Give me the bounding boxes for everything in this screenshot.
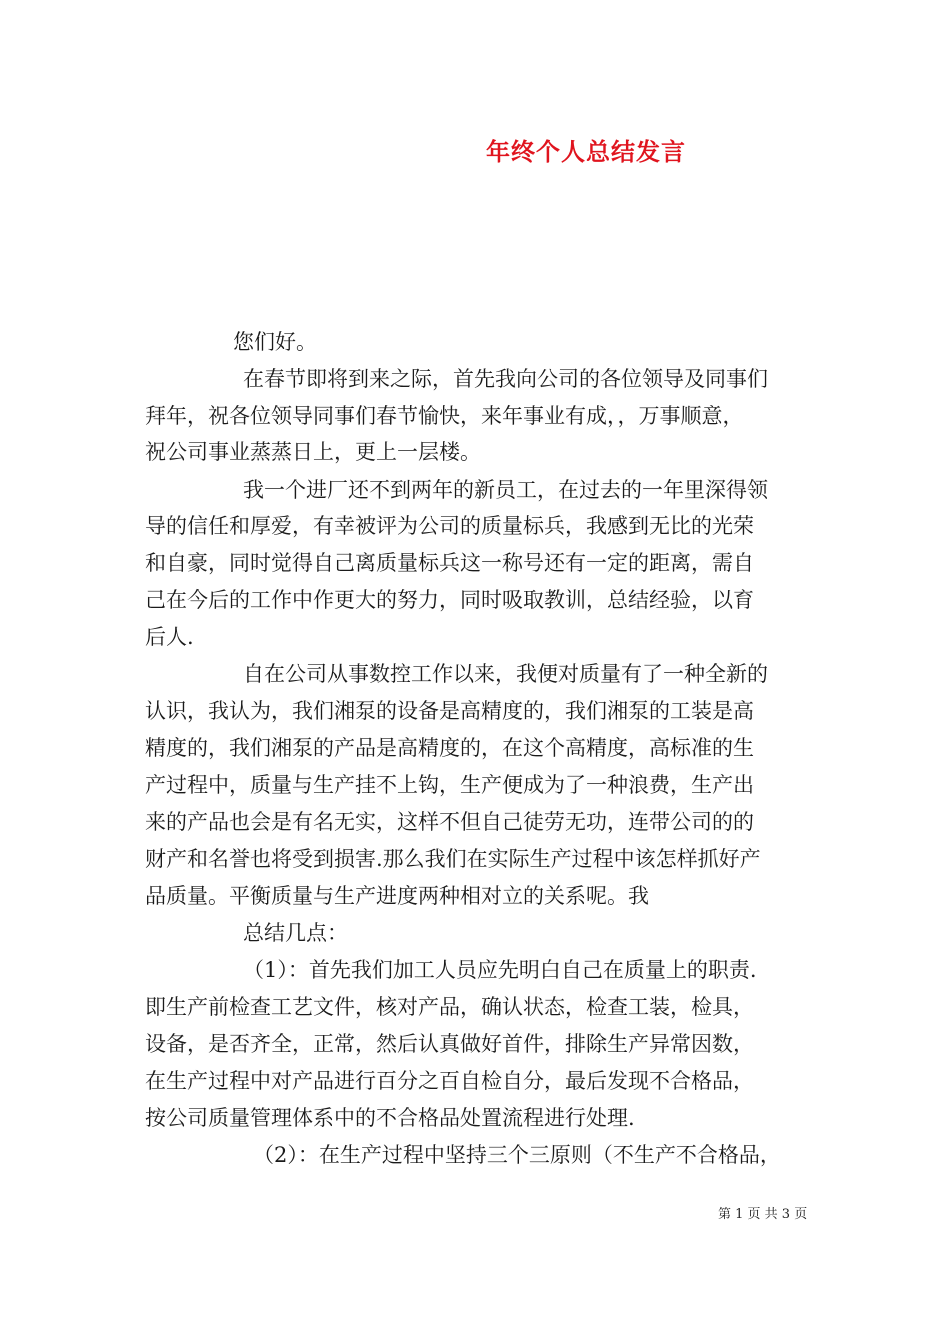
greeting-line: 您们好。 <box>233 330 317 354</box>
paragraph-1-line-1: 在春节即将到来之际，首先我向公司的各位领导及同事们 <box>243 367 768 391</box>
point-1-line-1: （1）：首先我们加工人员应先明白自己在质量上的职责. <box>243 958 757 982</box>
summary-heading: 总结几点： <box>243 921 348 945</box>
paragraph-3-line-6: 财产和名誉也将受到损害.那么我们在实际生产过程中该怎样抓好产 <box>145 847 761 871</box>
point-1-line-4: 在生产过程中对产品进行百分之百自检自分，最后发现不合格品， <box>145 1069 754 1093</box>
paragraph-3-line-4: 产过程中，质量与生产挂不上钩，生产便成为了一种浪费，生产出 <box>145 773 754 797</box>
paragraph-2-line-1: 我一个进厂还不到两年的新员工，在过去的一年里深得领 <box>243 478 768 502</box>
point-1-line-2: 即生产前检查工艺文件，核对产品，确认状态，检查工装，检具， <box>145 995 754 1019</box>
document-title: 年终个人总结发言 <box>486 137 686 166</box>
paragraph-3-line-3: 精度的，我们湘泵的产品是高精度的，在这个高精度，高标准的生 <box>145 736 754 760</box>
paragraph-2-line-5: 后人. <box>145 625 194 649</box>
point-1-line-5: 按公司质量管理体系中的不合格品处置流程进行处理. <box>145 1106 635 1130</box>
paragraph-1-line-2: 拜年，祝各位领导同事们春节愉快，来年事业有成，，万事顺意， <box>145 404 744 428</box>
point-1-line-3: 设备，是否齐全，正常，然后认真做好首件，排除生产异常因数， <box>145 1032 754 1056</box>
paragraph-2-line-4: 己在今后的工作中作更大的努力，同时吸取教训，总结经验，以育 <box>145 588 754 612</box>
paragraph-2-line-2: 导的信任和厚爱，有幸被评为公司的质量标兵，我感到无比的光荣 <box>145 514 754 538</box>
page-indicator: 第 1 页 共 3 页 <box>718 1207 808 1222</box>
paragraph-2-line-3: 和自豪，同时觉得自己离质量标兵这一称号还有一定的距离，需自 <box>145 551 754 575</box>
paragraph-3-line-7: 品质量。平衡质量与生产进度两种相对立的关系呢。我 <box>145 884 649 908</box>
paragraph-3-line-1: 自在公司从事数控工作以来，我便对质量有了一种全新的 <box>243 662 768 686</box>
point-2-line-1: （2）：在生产过程中坚持三个三原则（不生产不合格品， <box>253 1143 781 1167</box>
paragraph-3-line-5: 来的产品也会是有名无实，这样不但自己徒劳无功，连带公司的的 <box>145 810 754 834</box>
paragraph-3-line-2: 认识，我认为，我们湘泵的设备是高精度的，我们湘泵的工装是高 <box>145 699 754 723</box>
paragraph-1-line-3: 祝公司事业蒸蒸日上，更上一层楼。 <box>145 440 481 464</box>
